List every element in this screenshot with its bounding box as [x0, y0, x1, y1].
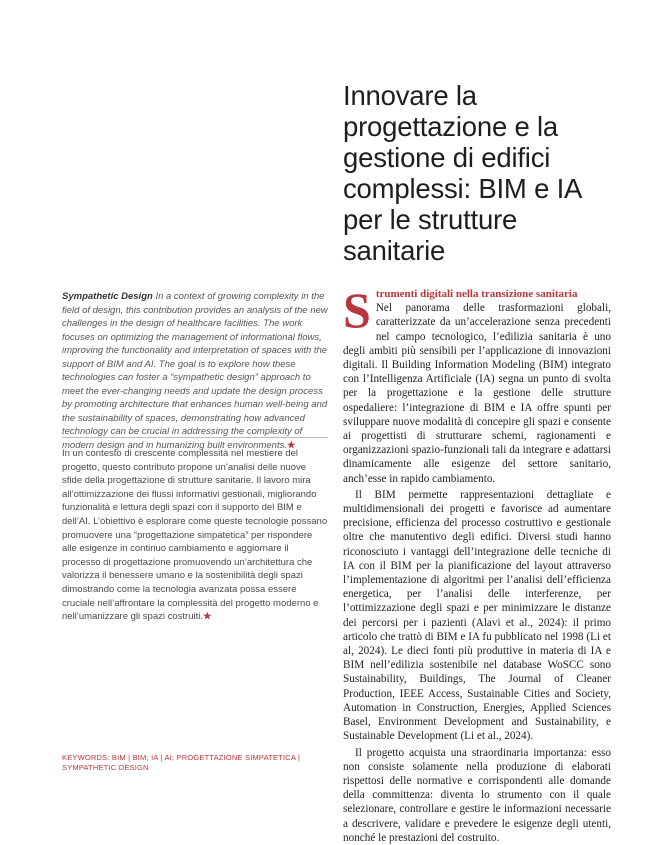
paragraph-3: Il progetto acquista una straordinaria importanza: esso non consiste solamente nella produzione di elaborati rispettosi delle normative e corrispondenti alle domande della committenza: diventa lo strumento con il quale selezionare, controllare e gestire le informazioni necessarie a descrivere, validare e prevedere le esigenze degli utenti, nonché le prestazioni del costruito.: [343, 746, 611, 844]
abstract-italian: [62, 447, 328, 624]
abstract-english: [62, 290, 328, 452]
paragraph-1-text: Nel panorama delle trasformazioni globali, caratterizzate da un’accelerazione senza precedenti nel campo tecnologico, l’edilizia sanitaria è uno degli ambiti più sensibili per l’applicazione di innovazioni digitali. Il Building Information Modeling (BIM) integrato con l’Intelligenza Artificiale (IA) segna un punto di svolta per la progettazione e la gestione delle strutture ospedaliere: l’integrazione di BIM e IA offre spunti per sviluppare nuove modalità di concepire gli spazi e consente ai progettisti di strutturare schemi, ragionamenti e organizzazioni spazio-funzionali tali da integrare e adattarsi dinamicamente alle esigenze del settore sanitario, anch’esse in rapido cambiamento.: [343, 302, 611, 485]
keywords: KEYWORDS: BIM | BIM; IA | AI; PROGETTAZIONE SIMPATETICA | SYMPATHETIC DESIGN: [62, 753, 301, 772]
paragraph-1: [343, 282, 611, 486]
article-title: Innovare la progettazione e la gestione di edifici complessi: BIM e IA per le strutture sanitarie: [343, 80, 581, 266]
paragraph-2: Il BIM permette rappresentazioni dettagliate e multidimensionali dei progetti e favorisce ad aumentare precisione, efficienza del processo costruttivo e gestionale oltre che manutentivo degli edifici. Diversi studi hanno riconosciuto i vantaggi dell’integrazione delle tecniche di IA con il BIM per la pianificazione del layout attraverso l’implementazione di algoritmi per l’analisi dell’efficienza energetica, per l’analisi delle interferenze, per l’ottimizzazione degli spazi e per minimizzare le distanze dei percorsi per i pazienti (Alavi et al., 2024): il primo articolo che trattò di BIM e IA fu pubblicato nel 1998 (Li et al, 2024). Le dieci fonti più produttive in materia di IA e BIM nell’edilizia sostenibile nel database WoSCC sono Sustainability, Buildings, The Journal of Cleaner Production, IEEE Access, Sustainable Cities and Society, Automation in Construction, Energies, Applied Sciences Basel, Environment Development and Sustainability, e Sustainable Development (Li et al., 2024).: [343, 488, 611, 743]
drop-cap: S: [343, 282, 371, 338]
abstract-lead: Sympathetic Design: [62, 291, 153, 302]
article-body: [343, 282, 611, 845]
section-heading: trumenti digitali nella transizione sanitaria: [375, 288, 578, 300]
abstract-italian-text: In un contesto di crescente complessità nel mestiere del progetto, questo contributo propone un’analisi delle nuove sfide della progettazione di strutture sanitarie. Il lavoro mira all’ottimizzazione dei flussi informativi gestionali, migliorando funzionalità e lettura degli spazi con il supporto del BIM e dell’AI. L’obiettivo è esplorare come queste tecnologie possano promuovere una “progettazione simpatetica” per rispondere alle esigenze in continuo cambiamento e aggiornare il processo di progettazione promuovendo un’architettura che valorizza il benessere umano e la sostenibilità degli spazi dimostrando come la tecnologia avanzata possa essere cruciale nell’affrontare la complessità del progetto moderno e nell’umanizzare gli spazi costruiti.: [62, 448, 328, 623]
abstract-english-text: In a context of growing complexity in the field of design, this contribution provides an analysis of the new challenges in the design of healthcare facilities. The work focuses on optimizing the management of informational flows, improving the functionality and interpretation of spaces with the support of BIM and AI. The goal is to explore how these technologies can foster a “sympathetic design” approach to meet the ever-changing needs and update the design process by promoting architecture that enhances human well-being and the sustainability of spaces, demonstrating how advanced technology can be crucial in addressing the complexity of modern design and in humanizing built environments.: [62, 291, 328, 451]
end-mark-icon: ★: [202, 611, 212, 623]
end-mark-icon: ★: [286, 439, 296, 451]
divider: [62, 437, 328, 438]
